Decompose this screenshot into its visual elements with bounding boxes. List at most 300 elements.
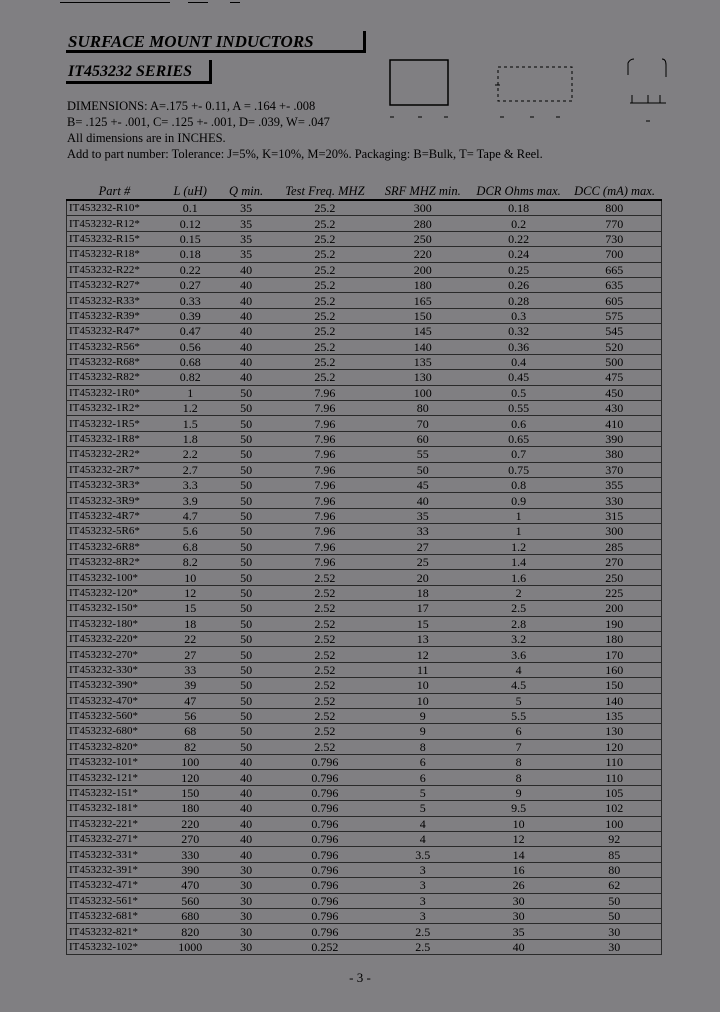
part-number-cell: IT453232-2R7*	[67, 462, 163, 477]
part-number-cell: IT453232-3R3*	[67, 478, 163, 493]
document-title: SURFACE MOUNT INDUCTORS	[66, 31, 366, 53]
table-row	[67, 924, 662, 939]
table-cell: 8	[376, 739, 470, 754]
table-cell: 30	[470, 893, 568, 908]
table-cell: 220	[162, 816, 218, 831]
page-number: - 3 -	[349, 970, 371, 985]
part-number-cell: IT453232-3R9*	[67, 493, 163, 508]
table-cell: 0.47	[162, 324, 218, 339]
part-number-cell: IT453232-100*	[67, 570, 163, 585]
table-cell: 0.796	[274, 770, 376, 785]
table-cell: 9.5	[470, 801, 568, 816]
table-row	[67, 847, 662, 862]
table-cell: 25.2	[274, 339, 376, 354]
table-cell: 27	[162, 647, 218, 662]
part-number-cell: IT453232-2R2*	[67, 447, 163, 462]
table-cell: 520	[568, 339, 662, 354]
table-cell: 300	[376, 200, 470, 216]
part-number-cell: IT453232-R18*	[67, 247, 163, 262]
table-cell: 0.56	[162, 339, 218, 354]
part-number-cell: IT453232-820*	[67, 739, 163, 754]
table-row	[67, 339, 662, 354]
table-cell: 50	[218, 616, 274, 631]
top-rule-mid	[188, 2, 208, 3]
table-cell: 30	[218, 939, 274, 954]
table-cell: 0.22	[162, 262, 218, 277]
table-cell: 4.7	[162, 508, 218, 523]
table-cell: 390	[568, 431, 662, 446]
table-cell: 50	[218, 554, 274, 569]
table-cell: 0.5	[470, 385, 568, 400]
part-number-cell: IT453232-R68*	[67, 354, 163, 369]
table-cell: 11	[376, 662, 470, 677]
table-cell: 130	[568, 724, 662, 739]
table-cell: 500	[568, 354, 662, 369]
table-cell: 35	[376, 508, 470, 523]
table-cell: 18	[162, 616, 218, 631]
table-cell: 200	[376, 262, 470, 277]
table-cell: 1.8	[162, 431, 218, 446]
table-cell: 2.52	[274, 647, 376, 662]
table-cell: 17	[376, 601, 470, 616]
table-cell: 190	[568, 616, 662, 631]
table-cell: 60	[376, 431, 470, 446]
end-view-outline	[628, 59, 666, 77]
column-header: DCR Ohms max.	[470, 184, 568, 200]
table-cell: 2.52	[274, 585, 376, 600]
part-number-cell: IT453232-150*	[67, 601, 163, 616]
table-cell: 10	[376, 693, 470, 708]
table-cell: 40	[376, 493, 470, 508]
table-cell: 300	[568, 524, 662, 539]
table-cell: 13	[376, 631, 470, 646]
table-cell: 1.2	[470, 539, 568, 554]
table-row	[67, 832, 662, 847]
table-cell: 2.52	[274, 601, 376, 616]
table-cell: 165	[376, 293, 470, 308]
table-cell: 0.796	[274, 862, 376, 877]
table-cell: 665	[568, 262, 662, 277]
table-cell: 6	[470, 724, 568, 739]
table-cell: 50	[218, 601, 274, 616]
table-cell: 82	[162, 739, 218, 754]
table-cell: 50	[218, 508, 274, 523]
table-cell: 2.5	[376, 939, 470, 954]
table-cell: 25.2	[274, 324, 376, 339]
table-row	[67, 231, 662, 246]
part-number-cell: IT453232-6R8*	[67, 539, 163, 554]
table-cell: 40	[218, 324, 274, 339]
table-cell: 30	[568, 939, 662, 954]
table-cell: 80	[376, 401, 470, 416]
table-row	[67, 801, 662, 816]
table-cell: 470	[162, 878, 218, 893]
part-number-cell: IT453232-4R7*	[67, 508, 163, 523]
table-cell: 2.52	[274, 724, 376, 739]
table-row	[67, 508, 662, 523]
table-cell: 475	[568, 370, 662, 385]
table-row	[67, 354, 662, 369]
table-cell: 560	[162, 893, 218, 908]
table-cell: 25.2	[274, 231, 376, 246]
table-cell: 370	[568, 462, 662, 477]
table-cell: 50	[218, 693, 274, 708]
table-cell: 35	[218, 247, 274, 262]
table-cell: 8	[470, 770, 568, 785]
table-cell: 7.96	[274, 447, 376, 462]
table-cell: 50	[218, 416, 274, 431]
table-cell: 250	[376, 231, 470, 246]
table-row	[67, 678, 662, 693]
table-cell: 0.15	[162, 231, 218, 246]
table-cell: 0.9	[470, 493, 568, 508]
table-cell: 1	[162, 385, 218, 400]
table-cell: 2	[470, 585, 568, 600]
table-cell: 25.2	[274, 354, 376, 369]
table-cell: 30	[218, 893, 274, 908]
table-cell: 70	[376, 416, 470, 431]
part-number-cell: IT453232-102*	[67, 939, 163, 954]
table-cell: 0.252	[274, 939, 376, 954]
part-number-cell: IT453232-390*	[67, 678, 163, 693]
table-cell: 20	[376, 570, 470, 585]
table-cell: 270	[162, 832, 218, 847]
table-cell: 50	[218, 585, 274, 600]
top-rule-right	[230, 2, 240, 3]
table-row	[67, 416, 662, 431]
table-cell: 22	[162, 631, 218, 646]
table-row	[67, 554, 662, 569]
table-row	[67, 570, 662, 585]
table-cell: 50	[376, 462, 470, 477]
table-row	[67, 908, 662, 923]
table-cell: 35	[218, 231, 274, 246]
table-cell: 7.96	[274, 431, 376, 446]
part-number-cell: IT453232-221*	[67, 816, 163, 831]
part-number-cell: IT453232-R56*	[67, 339, 163, 354]
table-cell: 7	[470, 739, 568, 754]
table-cell: 0.22	[470, 231, 568, 246]
part-number-cell: IT453232-1R0*	[67, 385, 163, 400]
table-cell: 140	[376, 339, 470, 354]
table-cell: 12	[470, 832, 568, 847]
table-cell: 50	[218, 493, 274, 508]
table-cell: 605	[568, 293, 662, 308]
table-cell: 410	[568, 416, 662, 431]
table-cell: 25.2	[274, 293, 376, 308]
table-cell: 3	[376, 862, 470, 877]
table-cell: 26	[470, 878, 568, 893]
dimensions-notes	[67, 98, 587, 162]
table-cell: 635	[568, 277, 662, 292]
table-cell: 150	[568, 678, 662, 693]
table-cell: 680	[162, 908, 218, 923]
table-cell: 35	[470, 924, 568, 939]
table-cell: 160	[568, 662, 662, 677]
table-cell: 2.52	[274, 662, 376, 677]
table-cell: 0.26	[470, 277, 568, 292]
table-cell: 0.796	[274, 924, 376, 939]
table-cell: 40	[218, 770, 274, 785]
table-cell: 7.96	[274, 508, 376, 523]
table-cell: 3	[376, 893, 470, 908]
table-cell: 145	[376, 324, 470, 339]
table-cell: 0.8	[470, 478, 568, 493]
part-number-cell: IT453232-180*	[67, 616, 163, 631]
table-cell: 730	[568, 231, 662, 246]
table-cell: 180	[376, 277, 470, 292]
table-cell: 7.96	[274, 401, 376, 416]
table-cell: 0.3	[470, 308, 568, 323]
table-cell: 40	[218, 354, 274, 369]
table-cell: 150	[376, 308, 470, 323]
table-row	[67, 724, 662, 739]
table-cell: 30	[218, 924, 274, 939]
table-cell: 35	[218, 200, 274, 216]
table-cell: 2.52	[274, 708, 376, 723]
part-number-cell: IT453232-331*	[67, 847, 163, 862]
table-cell: 0.39	[162, 308, 218, 323]
table-cell: 5.5	[470, 708, 568, 723]
table-cell: 50	[218, 385, 274, 400]
part-number-cell: IT453232-561*	[67, 893, 163, 908]
table-row	[67, 878, 662, 893]
table-cell: 0.65	[470, 431, 568, 446]
table-row	[67, 862, 662, 877]
table-cell: 545	[568, 324, 662, 339]
table-cell: 25.2	[274, 216, 376, 231]
table-cell: 2.7	[162, 462, 218, 477]
part-number-cell: IT453232-821*	[67, 924, 163, 939]
table-cell: 30	[218, 862, 274, 877]
table-cell: 200	[568, 601, 662, 616]
table-cell: 9	[376, 708, 470, 723]
table-cell: 35	[218, 216, 274, 231]
table-cell: 0.12	[162, 216, 218, 231]
table-header-row	[67, 184, 662, 200]
table-cell: 50	[218, 431, 274, 446]
table-cell: 7.96	[274, 554, 376, 569]
specifications-table	[66, 184, 662, 955]
table-cell: 0.796	[274, 801, 376, 816]
table-cell: 700	[568, 247, 662, 262]
table-cell: 2.2	[162, 447, 218, 462]
table-cell: 0.32	[470, 324, 568, 339]
dimensions-note: All dimensions are in INCHES.	[67, 131, 226, 145]
table-cell: 3.6	[470, 647, 568, 662]
table-cell: 3.3	[162, 478, 218, 493]
table-row	[67, 539, 662, 554]
table-cell: 12	[376, 647, 470, 662]
table-cell: 1.5	[162, 416, 218, 431]
table-cell: 355	[568, 478, 662, 493]
table-cell: 0.7	[470, 447, 568, 462]
table-cell: 130	[376, 370, 470, 385]
table-cell: 0.2	[470, 216, 568, 231]
table-cell: 1	[470, 524, 568, 539]
table-cell: 40	[218, 293, 274, 308]
table-cell: 68	[162, 724, 218, 739]
table-cell: 85	[568, 847, 662, 862]
table-row	[67, 247, 662, 262]
table-row	[67, 262, 662, 277]
table-cell: 102	[568, 801, 662, 816]
table-cell: 1	[470, 508, 568, 523]
part-number-cell: IT453232-680*	[67, 724, 163, 739]
table-row	[67, 431, 662, 446]
dimensions-line: B= .125 +- .001, C= .125 +- .001, D= .039, W= .047	[67, 115, 330, 129]
table-row	[67, 524, 662, 539]
table-cell: 16	[470, 862, 568, 877]
table-cell: 2.52	[274, 678, 376, 693]
table-cell: 0.4	[470, 354, 568, 369]
table-cell: 50	[218, 678, 274, 693]
table-row	[67, 755, 662, 770]
table-cell: 180	[162, 801, 218, 816]
table-cell: 33	[376, 524, 470, 539]
table-cell: 5	[470, 693, 568, 708]
table-cell: 7.96	[274, 385, 376, 400]
table-cell: 430	[568, 401, 662, 416]
table-row	[67, 370, 662, 385]
table-cell: 7.96	[274, 416, 376, 431]
table-cell: 50	[218, 539, 274, 554]
table-cell: 0.796	[274, 908, 376, 923]
table-cell: 2.5	[376, 924, 470, 939]
table-cell: 6	[376, 770, 470, 785]
table-cell: 30	[218, 878, 274, 893]
table-cell: 2.52	[274, 631, 376, 646]
part-number-cell: IT453232-R47*	[67, 324, 163, 339]
table-cell: 0.25	[470, 262, 568, 277]
table-cell: 0.24	[470, 247, 568, 262]
table-row	[67, 770, 662, 785]
table-cell: 50	[218, 524, 274, 539]
table-cell: 0.796	[274, 785, 376, 800]
table-row	[67, 200, 662, 216]
table-cell: 120	[568, 739, 662, 754]
part-number-cell: IT453232-330*	[67, 662, 163, 677]
table-cell: 25.2	[274, 200, 376, 216]
table-row	[67, 816, 662, 831]
table-cell: 0.28	[470, 293, 568, 308]
table-row	[67, 447, 662, 462]
table-row	[67, 601, 662, 616]
table-cell: 3	[376, 878, 470, 893]
dimensions-line: DIMENSIONS: A=.175 +- 0.11, A = .164 +- .008	[67, 99, 316, 113]
table-cell: 4.5	[470, 678, 568, 693]
table-cell: 18	[376, 585, 470, 600]
table-row	[67, 693, 662, 708]
table-row	[67, 293, 662, 308]
top-rule-left	[60, 2, 170, 3]
table-cell: 50	[218, 401, 274, 416]
table-cell: 0.33	[162, 293, 218, 308]
table-cell: 170	[568, 647, 662, 662]
table-cell: 2.52	[274, 570, 376, 585]
table-cell: 0.796	[274, 893, 376, 908]
table-cell: 800	[568, 200, 662, 216]
table-cell: 100	[162, 755, 218, 770]
table-cell: 140	[568, 693, 662, 708]
table-cell: 40	[218, 816, 274, 831]
table-row	[67, 385, 662, 400]
table-cell: 15	[162, 601, 218, 616]
table-cell: 40	[218, 277, 274, 292]
part-number-cell: IT453232-R27*	[67, 277, 163, 292]
part-number-cell: IT453232-560*	[67, 708, 163, 723]
table-cell: 50	[568, 908, 662, 923]
table-cell: 2.52	[274, 693, 376, 708]
table-cell: 25.2	[274, 370, 376, 385]
table-row	[67, 585, 662, 600]
table-cell: 12	[162, 585, 218, 600]
table-cell: 0.27	[162, 277, 218, 292]
table-cell: 4	[376, 832, 470, 847]
table-cell: 30	[218, 908, 274, 923]
side-view-outline	[498, 67, 572, 101]
table-cell: 0.82	[162, 370, 218, 385]
part-number-cell: IT453232-5R6*	[67, 524, 163, 539]
part-number-cell: IT453232-R39*	[67, 308, 163, 323]
table-cell: 10	[376, 678, 470, 693]
table-row	[67, 647, 662, 662]
table-cell: 40	[218, 370, 274, 385]
table-cell: 39	[162, 678, 218, 693]
table-cell: 25	[376, 554, 470, 569]
table-cell: 50	[218, 647, 274, 662]
column-header: Test Freq. MHZ	[274, 184, 376, 200]
table-cell: 2.8	[470, 616, 568, 631]
table-cell: 1.4	[470, 554, 568, 569]
table-row	[67, 277, 662, 292]
table-cell: 25.2	[274, 277, 376, 292]
table-row	[67, 893, 662, 908]
table-cell: 25.2	[274, 262, 376, 277]
ordering-note: Add to part number: Tolerance: J=5%, K=10%, M=20%. Packaging: B=Bulk, T= Tape & Reel.	[67, 147, 543, 161]
table-cell: 15	[376, 616, 470, 631]
table-row	[67, 401, 662, 416]
table-cell: 270	[568, 554, 662, 569]
table-cell: 2.52	[274, 616, 376, 631]
table-cell: 0.55	[470, 401, 568, 416]
part-number-cell: IT453232-R10*	[67, 200, 163, 216]
table-cell: 40	[218, 847, 274, 862]
table-cell: 0.796	[274, 847, 376, 862]
table-cell: 390	[162, 862, 218, 877]
table-cell: 8	[470, 755, 568, 770]
table-cell: 0.75	[470, 462, 568, 477]
table-cell: 3	[376, 908, 470, 923]
table-cell: 30	[470, 908, 568, 923]
table-cell: 0.18	[470, 200, 568, 216]
part-number-cell: IT453232-271*	[67, 832, 163, 847]
part-number-cell: IT453232-220*	[67, 631, 163, 646]
table-cell: 9	[376, 724, 470, 739]
part-number-cell: IT453232-R22*	[67, 262, 163, 277]
table-cell: 0.1	[162, 200, 218, 216]
table-cell: 9	[470, 785, 568, 800]
table-cell: 80	[568, 862, 662, 877]
table-cell: 50	[568, 893, 662, 908]
table-cell: 6	[376, 755, 470, 770]
part-number-cell: IT453232-120*	[67, 585, 163, 600]
table-row	[67, 631, 662, 646]
table-cell: 0.68	[162, 354, 218, 369]
table-cell: 7.96	[274, 524, 376, 539]
part-number-cell: IT453232-681*	[67, 908, 163, 923]
table-cell: 14	[470, 847, 568, 862]
